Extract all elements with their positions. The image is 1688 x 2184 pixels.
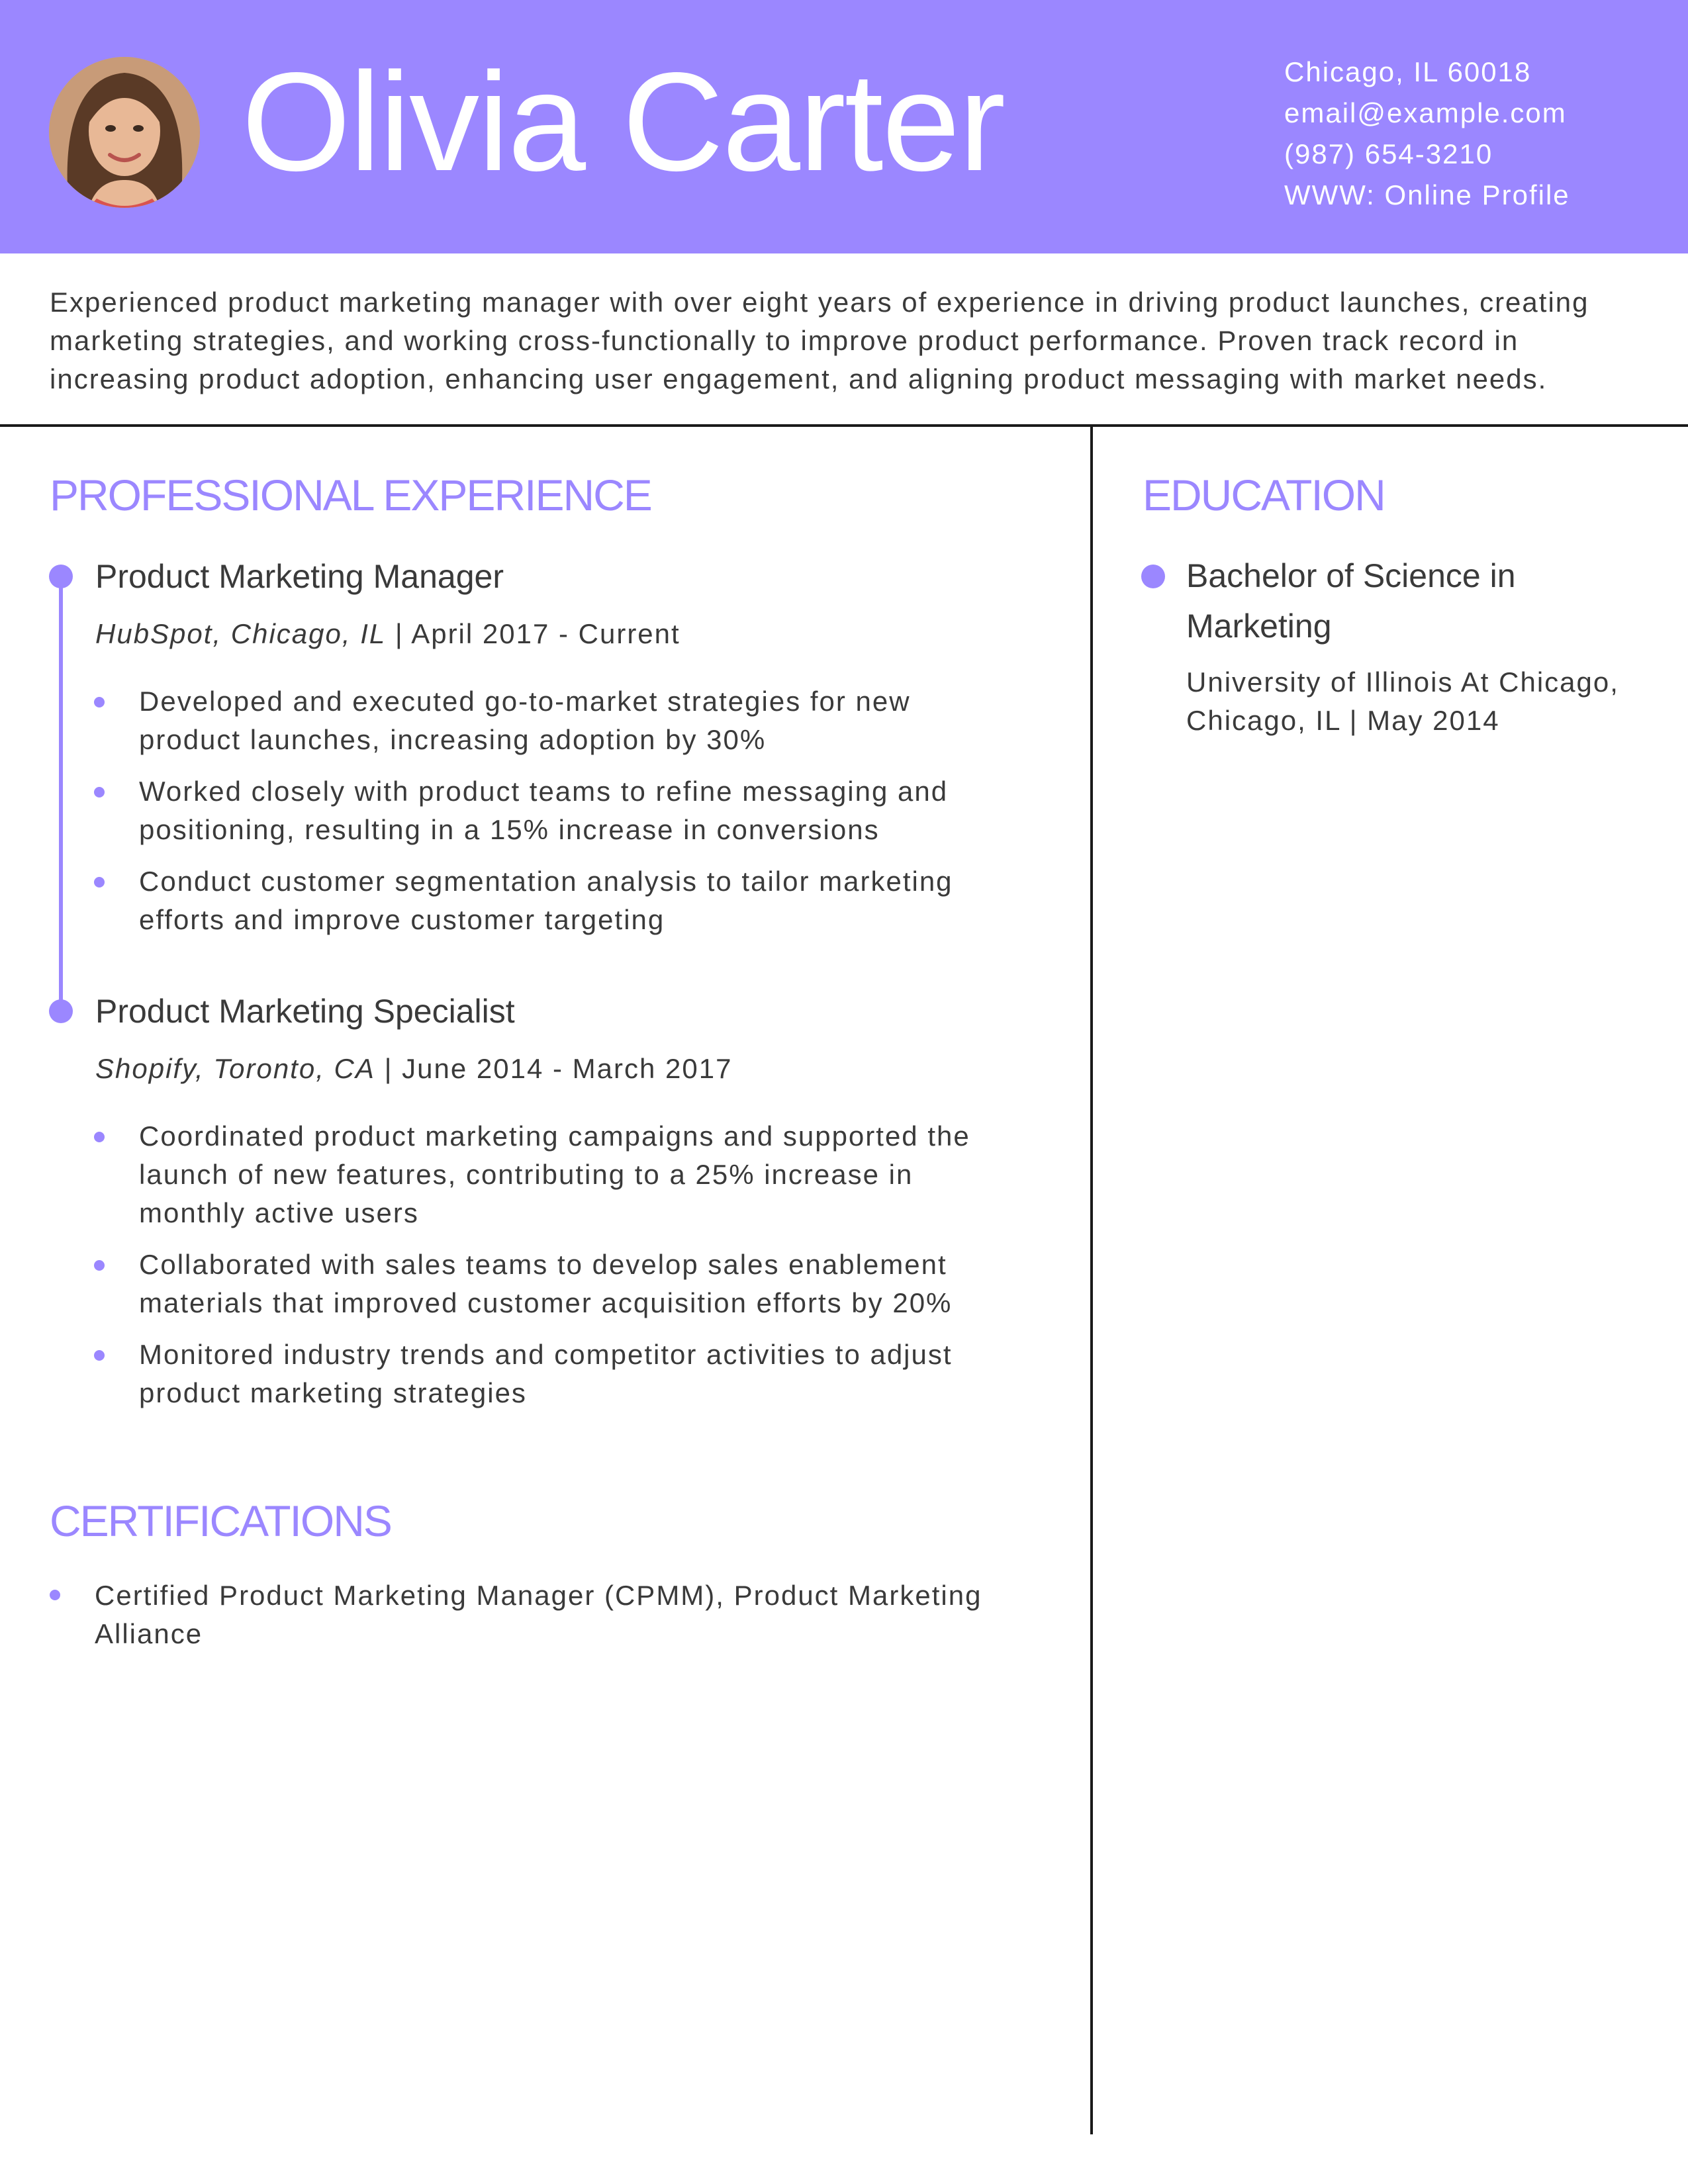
job-dates: | April 2017 - Current (386, 618, 680, 649)
candidate-name: Olivia Carter (242, 43, 1005, 200)
contact-block (1284, 52, 1570, 216)
list-item (50, 1576, 1029, 1653)
bullet-icon (94, 877, 105, 887)
bullet-icon (94, 787, 105, 797)
experience-timeline (59, 576, 63, 1011)
avatar (49, 57, 200, 208)
contact-email[interactable]: email@example.com (1284, 97, 1567, 128)
job-title: Product Marketing Specialist (95, 993, 515, 1030)
list-item (94, 1117, 1021, 1232)
bullet-text: Collaborated with sales teams to develop sales enablement materials that improved customer acquisition efforts by 20% (139, 1249, 953, 1318)
job-bullet-list (94, 1117, 1021, 1426)
job-bullet-list (94, 682, 1021, 952)
contact-website[interactable]: WWW: Online Profile (1284, 179, 1570, 210)
summary-paragraph: Experienced product marketing manager with over eight years of experience in driving product launches, creating marketing strategies, and working cross-functionally to improve product performance. Proven track record in increasing product adoption, enhancing user engagement, and aligning product messaging with market needs. (50, 287, 1589, 394)
header-banner (0, 0, 1688, 253)
certification-text: Certified Product Marketing Manager (CPMM), Product Marketing Alliance (95, 1580, 982, 1649)
bullet-icon (94, 1260, 105, 1271)
profile-photo (49, 57, 200, 208)
job-meta (95, 618, 680, 650)
job-company: HubSpot (95, 618, 213, 649)
list-item (94, 1336, 1021, 1412)
job-company: Shopify (95, 1053, 195, 1084)
bullet-icon (94, 697, 105, 707)
certifications-list (50, 1576, 1029, 1653)
education-school: University of Illinois At Chicago, Chicago, IL | May 2014 (1186, 666, 1619, 736)
bullet-icon (50, 1590, 60, 1600)
job-dot-icon (49, 999, 73, 1023)
bullet-icon (94, 1132, 105, 1142)
list-item (94, 862, 1021, 939)
job-dot-icon (49, 565, 73, 588)
list-item (94, 1246, 1021, 1322)
horizontal-divider (0, 424, 1688, 427)
job-dates: | June 2014 - March 2017 (375, 1053, 733, 1084)
experience-section-title: PROFESSIONAL EXPERIENCE (50, 471, 651, 520)
bullet-icon (94, 1350, 105, 1361)
job-location: , Chicago, IL (212, 618, 387, 649)
list-item (94, 682, 1021, 759)
bullet-text: Monitored industry trends and competitor activities to adjust product marketing strategies (139, 1339, 953, 1408)
bullet-text: Worked closely with product teams to refine messaging and positioning, resulting in a 15% increase in conversions (139, 776, 949, 845)
list-item (94, 772, 1021, 849)
bullet-text: Conduct customer segmentation analysis to tailor marketing efforts and improve customer targeting (139, 866, 953, 935)
contact-phone: (987) 654-3210 (1284, 138, 1493, 169)
job-meta (95, 1053, 732, 1085)
job-location: , Toronto, CA (195, 1053, 375, 1084)
education-degree: Bachelor of Science in Marketing (1186, 557, 1516, 645)
bullet-text: Developed and executed go-to-market strategies for new product launches, increasing adoption by 30% (139, 686, 911, 755)
contact-address: Chicago, IL 60018 (1284, 56, 1532, 87)
certifications-section-title: CERTIFICATIONS (50, 1496, 391, 1545)
job-title: Product Marketing Manager (95, 558, 504, 595)
education-section-title: EDUCATION (1143, 471, 1385, 520)
education-dot-icon (1141, 565, 1165, 588)
bullet-text: Coordinated product marketing campaigns and supported the launch of new features, contributing to a 25% increase in monthly active users (139, 1120, 970, 1228)
column-divider (1090, 426, 1093, 2134)
